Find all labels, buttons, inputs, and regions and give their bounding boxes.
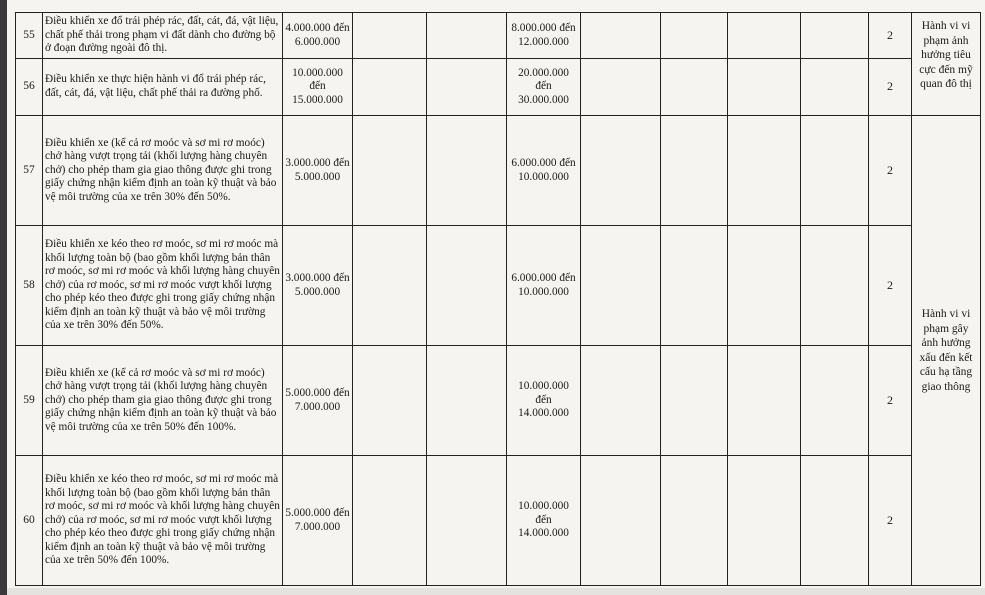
points-deducted: 2 [869, 13, 912, 59]
empty-cell [728, 456, 801, 586]
table-row [16, 346, 981, 456]
empty-cell [728, 59, 801, 116]
fine-new: 6.000.000 đến 10.000.000 [507, 116, 581, 226]
row-number: 57 [16, 116, 43, 226]
table-row [16, 456, 981, 586]
table-row [16, 116, 981, 226]
empty-cell [427, 116, 507, 226]
empty-cell [581, 116, 661, 226]
empty-cell [801, 116, 869, 226]
fine-new: 6.000.000 đến 10.000.000 [507, 226, 581, 346]
points-deducted: 2 [869, 116, 912, 226]
fine-new: 10.000.000 đến 14.000.000 [507, 346, 581, 456]
empty-cell [427, 226, 507, 346]
row-number: 60 [16, 456, 43, 586]
row-number: 56 [16, 59, 43, 116]
points-deducted: 2 [869, 346, 912, 456]
empty-cell [801, 59, 869, 116]
row-number: 58 [16, 226, 43, 346]
empty-cell [581, 59, 661, 116]
empty-cell [427, 456, 507, 586]
fine-old: 5.000.000 đến 7.000.000 [283, 456, 353, 586]
empty-cell [728, 346, 801, 456]
table-row [16, 13, 981, 59]
document-page [7, 0, 985, 595]
fine-new: 8.000.000 đến 12.000.000 [507, 13, 581, 59]
fine-old: 3.000.000 đến 5.000.000 [283, 116, 353, 226]
empty-cell [427, 59, 507, 116]
empty-cell [353, 226, 427, 346]
table-row [16, 59, 981, 116]
empty-cell [801, 346, 869, 456]
empty-cell [801, 226, 869, 346]
points-deducted: 2 [869, 456, 912, 586]
violation-description: Điều khiển xe thực hiện hành vi đổ trái phép rác, đất, cát, đá, vật liệu, chất phế thải ra đường phố. [43, 59, 283, 116]
violation-description: Điều khiển xe đổ trái phép rác, đất, cát, đá, vật liệu, chất phế thải trong phạm vi đất dành cho đường bộ ở đoạn đường ngoài đô thị. [43, 13, 283, 59]
empty-cell [728, 226, 801, 346]
fine-new: 10.000.000 đến 14.000.000 [507, 456, 581, 586]
fine-new: 20.000.000 đến 30.000.000 [507, 59, 581, 116]
empty-cell [661, 456, 728, 586]
empty-cell [353, 116, 427, 226]
violation-description: Điều khiển xe (kể cả rơ moóc và sơ mi rơ moóc) chở hàng vượt trọng tải (khối lượng hàng chuyên chở) cho phép tham gia giao thông được ghi trong giấy chứng nhận kiểm định an toàn kỹ thuật và bảo vệ môi trường của xe trên 50% đến 100%. [43, 346, 283, 456]
scan-edge [0, 0, 7, 595]
empty-cell [801, 456, 869, 586]
empty-cell [581, 13, 661, 59]
empty-cell [581, 456, 661, 586]
empty-cell [801, 13, 869, 59]
row-number: 59 [16, 346, 43, 456]
empty-cell [353, 13, 427, 59]
fine-old: 5.000.000 đến 7.000.000 [283, 346, 353, 456]
violation-group-label: Hành vi vi phạm gây ảnh hưởng xấu đến kết cấu hạ tầng giao thông [912, 116, 981, 586]
violation-group-label: Hành vi vi phạm ảnh hưởng tiêu cực đến mỹ quan đô thị [912, 13, 981, 116]
table-row [16, 226, 981, 346]
empty-cell [661, 226, 728, 346]
points-deducted: 2 [869, 226, 912, 346]
empty-cell [661, 116, 728, 226]
violation-description: Điều khiển xe kéo theo rơ moóc, sơ mi rơ moóc mà khối lượng toàn bộ (bao gồm khối lượng bản thân rơ moóc, sơ mi rơ moóc và khối lượng hàng chuyên chở) của rơ moóc, sơ mi rơ moóc vượt khối lượng cho phép kéo theo được ghi trong giấy chứng nhận kiểm định an toàn kỹ thuật và bảo vệ môi trường của xe trên 50% đến 100%. [43, 456, 283, 586]
empty-cell [427, 346, 507, 456]
fine-old: 10.000.000 đến 15.000.000 [283, 59, 353, 116]
fines-table [15, 12, 981, 586]
scan-bottom-edge [7, 588, 985, 595]
points-deducted: 2 [869, 59, 912, 116]
empty-cell [728, 13, 801, 59]
empty-cell [728, 116, 801, 226]
empty-cell [427, 13, 507, 59]
empty-cell [353, 59, 427, 116]
violation-description: Điều khiển xe kéo theo rơ moóc, sơ mi rơ moóc mà khối lượng toàn bộ (bao gồm khối lượng bản thân rơ moóc, sơ mi rơ moóc và khối lượng hàng chuyên chở) của rơ moóc, sơ mi rơ moóc vượt khối lượng cho phép kéo theo được ghi trong giấy chứng nhận kiểm định an toàn kỹ thuật và bảo vệ môi trường của xe trên 30% đến 50%. [43, 226, 283, 346]
fine-old: 4.000.000 đến 6.000.000 [283, 13, 353, 59]
empty-cell [353, 456, 427, 586]
empty-cell [581, 346, 661, 456]
empty-cell [353, 346, 427, 456]
empty-cell [661, 346, 728, 456]
violation-description: Điều khiển xe (kể cả rơ moóc và sơ mi rơ moóc) chở hàng vượt trọng tải (khối lượng hàng chuyên chở) cho phép tham gia giao thông được ghi trong giấy chứng nhận kiểm định an toàn kỹ thuật và bảo vệ môi trường của xe trên 30% đến 50%. [43, 116, 283, 226]
empty-cell [661, 13, 728, 59]
empty-cell [661, 59, 728, 116]
row-number: 55 [16, 13, 43, 59]
fine-old: 3.000.000 đến 5.000.000 [283, 226, 353, 346]
empty-cell [581, 226, 661, 346]
